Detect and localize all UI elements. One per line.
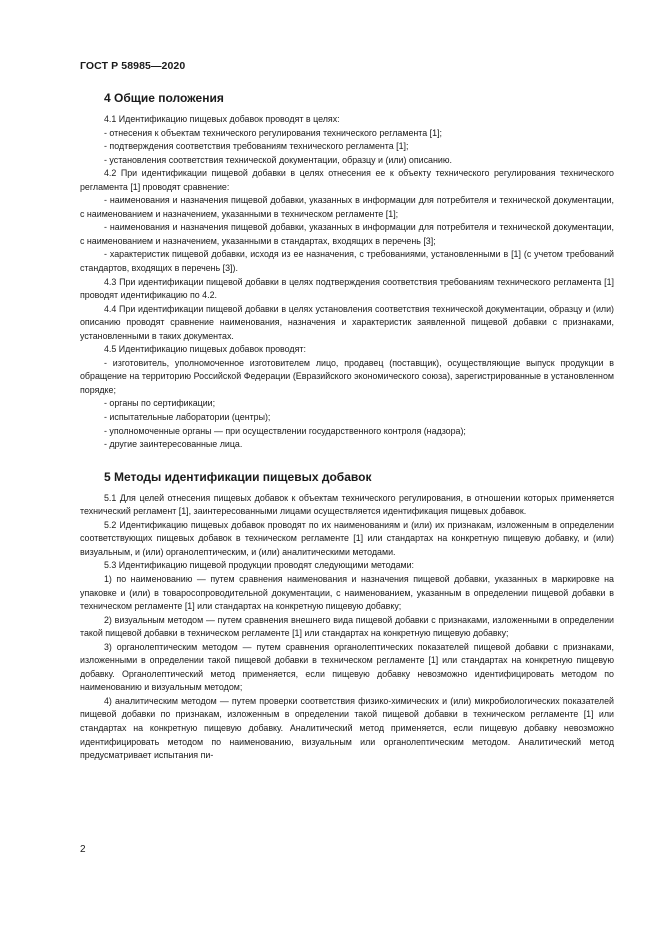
paragraph: 4.5 Идентификацию пищевых добавок проводят: xyxy=(104,344,306,355)
list-item: - подтверждения соответствия требованиям технического регламента [1]; xyxy=(104,141,409,152)
document-code: ГОСТ Р 58985—2020 xyxy=(80,60,186,72)
paragraph: 4.2 При идентификации пищевой добавки в целях отнесения ее к объекту технического регулирования технического регламента [1] проводят сравнение: xyxy=(80,168,614,192)
paragraph: 5.2 Идентификацию пищевых добавок проводят по их наименованиям и (или) их признакам, изложенным в определении соответствующих пищевых добавок в техническом регламенте [1] или стандартах на конкретную пищевую добавку, и (или) визуальным, и (или) органолептическим, и (или) аналитическими методами. xyxy=(80,519,614,557)
list-item: - наименования и назначения пищевой добавки, указанных в информации для потребителя и технической документации, с наименованием и назначением, указанными в стандартах, входящих в перечень [3]; xyxy=(80,222,614,246)
page-number: 2 xyxy=(80,844,86,855)
section-4-title: 4 Общие положения xyxy=(104,91,224,105)
list-item: - установления соответствия технической документации, образцу и (или) описанию. xyxy=(104,154,452,165)
list-item: - характеристик пищевой добавки, исходя из ее назначения, с требованиями, установленными в [1] (с учетом требований стандартов, входящих в перечень [3]). xyxy=(80,249,614,274)
paragraph: 5.1 Для целей отнесения пищевых добавок к объектам технического регулирования, в отношении которых применяется технический регламент [1], заинтересованными лицами осуществляется идентификация пищевых добавок. xyxy=(80,492,614,517)
paragraph: 5.3 Идентификацию пищевой продукции проводят следующими методами: xyxy=(104,560,415,571)
list-item: - органы по сертификации; xyxy=(104,398,216,409)
list-item: - уполномоченные органы — при осуществлении государственного контроля (надзора); xyxy=(104,425,466,436)
list-item: 2) визуальным методом — путем сравнения внешнего вида пищевой добавки с признаками, изложенными в определении такой пищевой добавки в техническом регламенте [1] или стандартах на конкретную пищевую добавку; xyxy=(80,614,614,639)
list-item: - другие заинтересованные лица. xyxy=(104,439,243,450)
paragraph: 4.1 Идентификацию пищевых добавок проводят в целях: xyxy=(104,114,340,124)
list-item: - наименования и назначения пищевой добавки, указанных в информации для потребителя и технической документации, с наименованием и назначением, указанными в техническом регламенте [1]; xyxy=(80,195,614,219)
list-item: - отнесения к объектам технического регулирования технического регламента [1]; xyxy=(104,127,443,138)
paragraph: 4.3 При идентификации пищевой добавки в целях подтверждения соответствия требованиям технического регламента [1] проводят идентификацию по 4.2. xyxy=(80,276,614,301)
list-item: 1) по наименованию — путем сравнения наименования и назначения пищевой добавки, указанных в маркировке на упаковке и (или) в товаросопроводительной документации, с наименованием, указанным в определении пищевой добавки в техническом регламенте [1] или стандартах на конкретную пищевую добавку; xyxy=(80,573,614,612)
section-5-title: 5 Методы идентификации пищевых добавок xyxy=(104,469,372,484)
page-content xyxy=(80,91,614,763)
list-item: 4) аналитическим методом — путем проверки соответствия физико-химических и (или) микробиологических показателей пищевой добавки по признакам, изложенным в определении такой пищевой добавки в техническом регламенте [1] или стандартах на конкретную пищевую добавку. Аналитический метод применяется, если пищевую добавку невозможно идентифицировать методом по наименованию, визуальным или органолептическим методом. Аналитический метод предусматривает испытания пи- xyxy=(80,695,614,761)
section-5-body xyxy=(80,492,614,763)
list-item: 3) органолептическим методом — путем сравнения органолептических показателей пищевой добавки с признаками, изложенными в определении такой пищевой добавки в техническом регламенте [1] или стандартах на конкретную пищевую добавку. Органолептический метод применяется, если пищевую добавку невозможно идентифицировать методом по наименованию и визуальным методом; xyxy=(80,641,614,693)
list-item: - испытательные лаборатории (центры); xyxy=(104,412,271,423)
paragraph: 4.4 При идентификации пищевой добавки в целях установления соответствия технической документации, образцу и (или) описанию проводят сравнение наименования, назначения и характеристик заявленной пищевой добавки с признаками, установленными в таких документах. xyxy=(80,303,614,341)
list-item: - изготовитель, уполномоченное изготовителем лицо, продавец (поставщик), осуществляющие выпуск продукции в обращение на территорию Российской Федерации (Евразийского экономического союза), зарегистрированные в установленном порядке; xyxy=(80,357,614,395)
section-4-body xyxy=(80,113,614,452)
